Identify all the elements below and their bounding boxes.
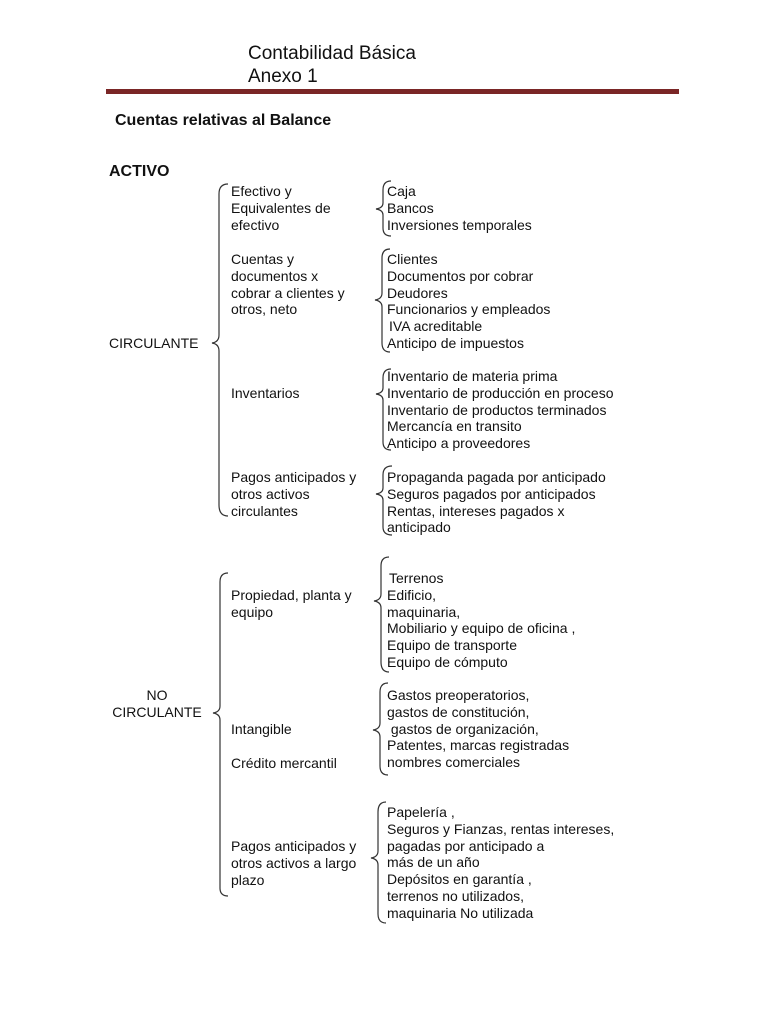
label-line: cobrar a clientes y (231, 284, 345, 301)
list-item: Mobiliario y equipo de oficina , (387, 620, 576, 637)
list-item: Edificio, (387, 586, 437, 603)
label-line: CIRCULANTE (112, 703, 202, 720)
group-label-propiedad (231, 587, 352, 621)
group-items-pagos-circulante (387, 469, 606, 536)
group-label-credito-mercantil (231, 755, 337, 772)
pagos-largo-plazo-brace (371, 802, 386, 923)
list-item: Propaganda pagada por anticipado (387, 469, 606, 485)
list-item: Inventario de materia prima (387, 368, 558, 384)
list-item: IVA acreditable (389, 318, 483, 335)
label-line: equipo (231, 603, 274, 620)
label-line: documentos x (231, 267, 319, 284)
no-circulante-brace (213, 573, 228, 896)
label-line: plazo (231, 871, 265, 888)
document-subtitle: Anexo 1 (248, 66, 318, 87)
list-item: Funcionarios y empleados (387, 301, 551, 318)
group-items-pagos-largo-plazo (387, 804, 614, 922)
label-line: Intangible (231, 721, 292, 737)
group-label-pagos-largo-plazo (231, 838, 356, 888)
list-item: Deudores (387, 284, 448, 301)
intangible-brace (373, 683, 388, 775)
label-line: efectivo (231, 216, 280, 233)
label-line: Crédito mercantil (231, 755, 337, 771)
label-line: otros activos (231, 485, 310, 502)
list-item: Seguros y Fianzas, rentas intereses, (387, 820, 615, 837)
list-item: maquinaria, (387, 603, 461, 620)
list-item: Seguros pagados por anticipados (387, 485, 596, 502)
list-item: Inventario de producción en proceso (387, 384, 614, 401)
list-item: Mercancía en transito (387, 418, 522, 435)
group-items-efectivo (387, 183, 532, 233)
list-item: Rentas, intereses pagados x (387, 502, 565, 519)
group-items-cuentas (387, 251, 550, 352)
document-title: Contabilidad Básica (248, 43, 416, 64)
list-item: Equipo de transporte (387, 637, 517, 654)
label-line: circulantes (231, 502, 298, 519)
list-item: Papelería , (387, 804, 455, 820)
list-item: Inventario de productos terminados (387, 401, 607, 418)
group-label-cuentas (231, 251, 345, 318)
list-item: maquinaria No utilizada (387, 904, 534, 921)
list-item: Terrenos (389, 570, 444, 586)
list-item: Documentos por cobrar (387, 267, 534, 284)
list-item: anticipado (387, 519, 451, 536)
group-label-pagos-circulante (231, 469, 356, 519)
group-items-inventarios (387, 368, 613, 452)
list-item: Anticipo de impuestos (387, 334, 524, 351)
label-line: Efectivo y (231, 183, 292, 199)
label-line: Inventarios (231, 385, 300, 401)
list-item: Equipo de cómputo (387, 653, 508, 670)
label-line: Propiedad, planta y (231, 587, 352, 603)
label-line: NO (146, 687, 168, 703)
label-line: otros activos a largo (231, 854, 357, 871)
group-label-efectivo (231, 183, 331, 233)
label-line: Equivalentes de (231, 199, 331, 216)
label-line: Cuentas y (231, 251, 295, 267)
label-line: Pagos anticipados y (231, 469, 357, 485)
group-label-inventarios (231, 385, 299, 402)
group-items-intangible (387, 687, 569, 771)
list-item: Gastos preoperatorios, (387, 687, 530, 703)
list-item: Caja (387, 183, 416, 199)
activo-heading: ACTIVO (109, 163, 170, 180)
list-item: Bancos (387, 199, 434, 216)
list-item: gastos de constitución, (387, 703, 530, 720)
list-item: Anticipo a proveedores (387, 435, 531, 452)
label-line: otros, neto (231, 301, 298, 318)
section-title: Cuentas relativas al Balance (115, 112, 332, 129)
no-circulante-label (109, 687, 205, 721)
list-item: nombres comerciales (387, 754, 521, 771)
list-item: Clientes (387, 251, 438, 267)
list-item: Depósitos en garantía , (387, 871, 532, 888)
circulante-label: CIRCULANTE (109, 335, 199, 351)
label-line: Pagos anticipados y (231, 838, 357, 854)
list-item: Inversiones temporales (387, 216, 532, 233)
list-item: terrenos no utilizados, (387, 887, 524, 904)
list-item: gastos de organización, (387, 720, 539, 737)
group-label-intangible (231, 721, 292, 738)
list-item: Patentes, marcas registradas (387, 737, 570, 754)
circulante-brace (212, 184, 228, 516)
group-items-propiedad (387, 570, 575, 671)
list-item: pagadas por anticipado a (387, 837, 545, 854)
list-item: más de un año (387, 854, 480, 871)
